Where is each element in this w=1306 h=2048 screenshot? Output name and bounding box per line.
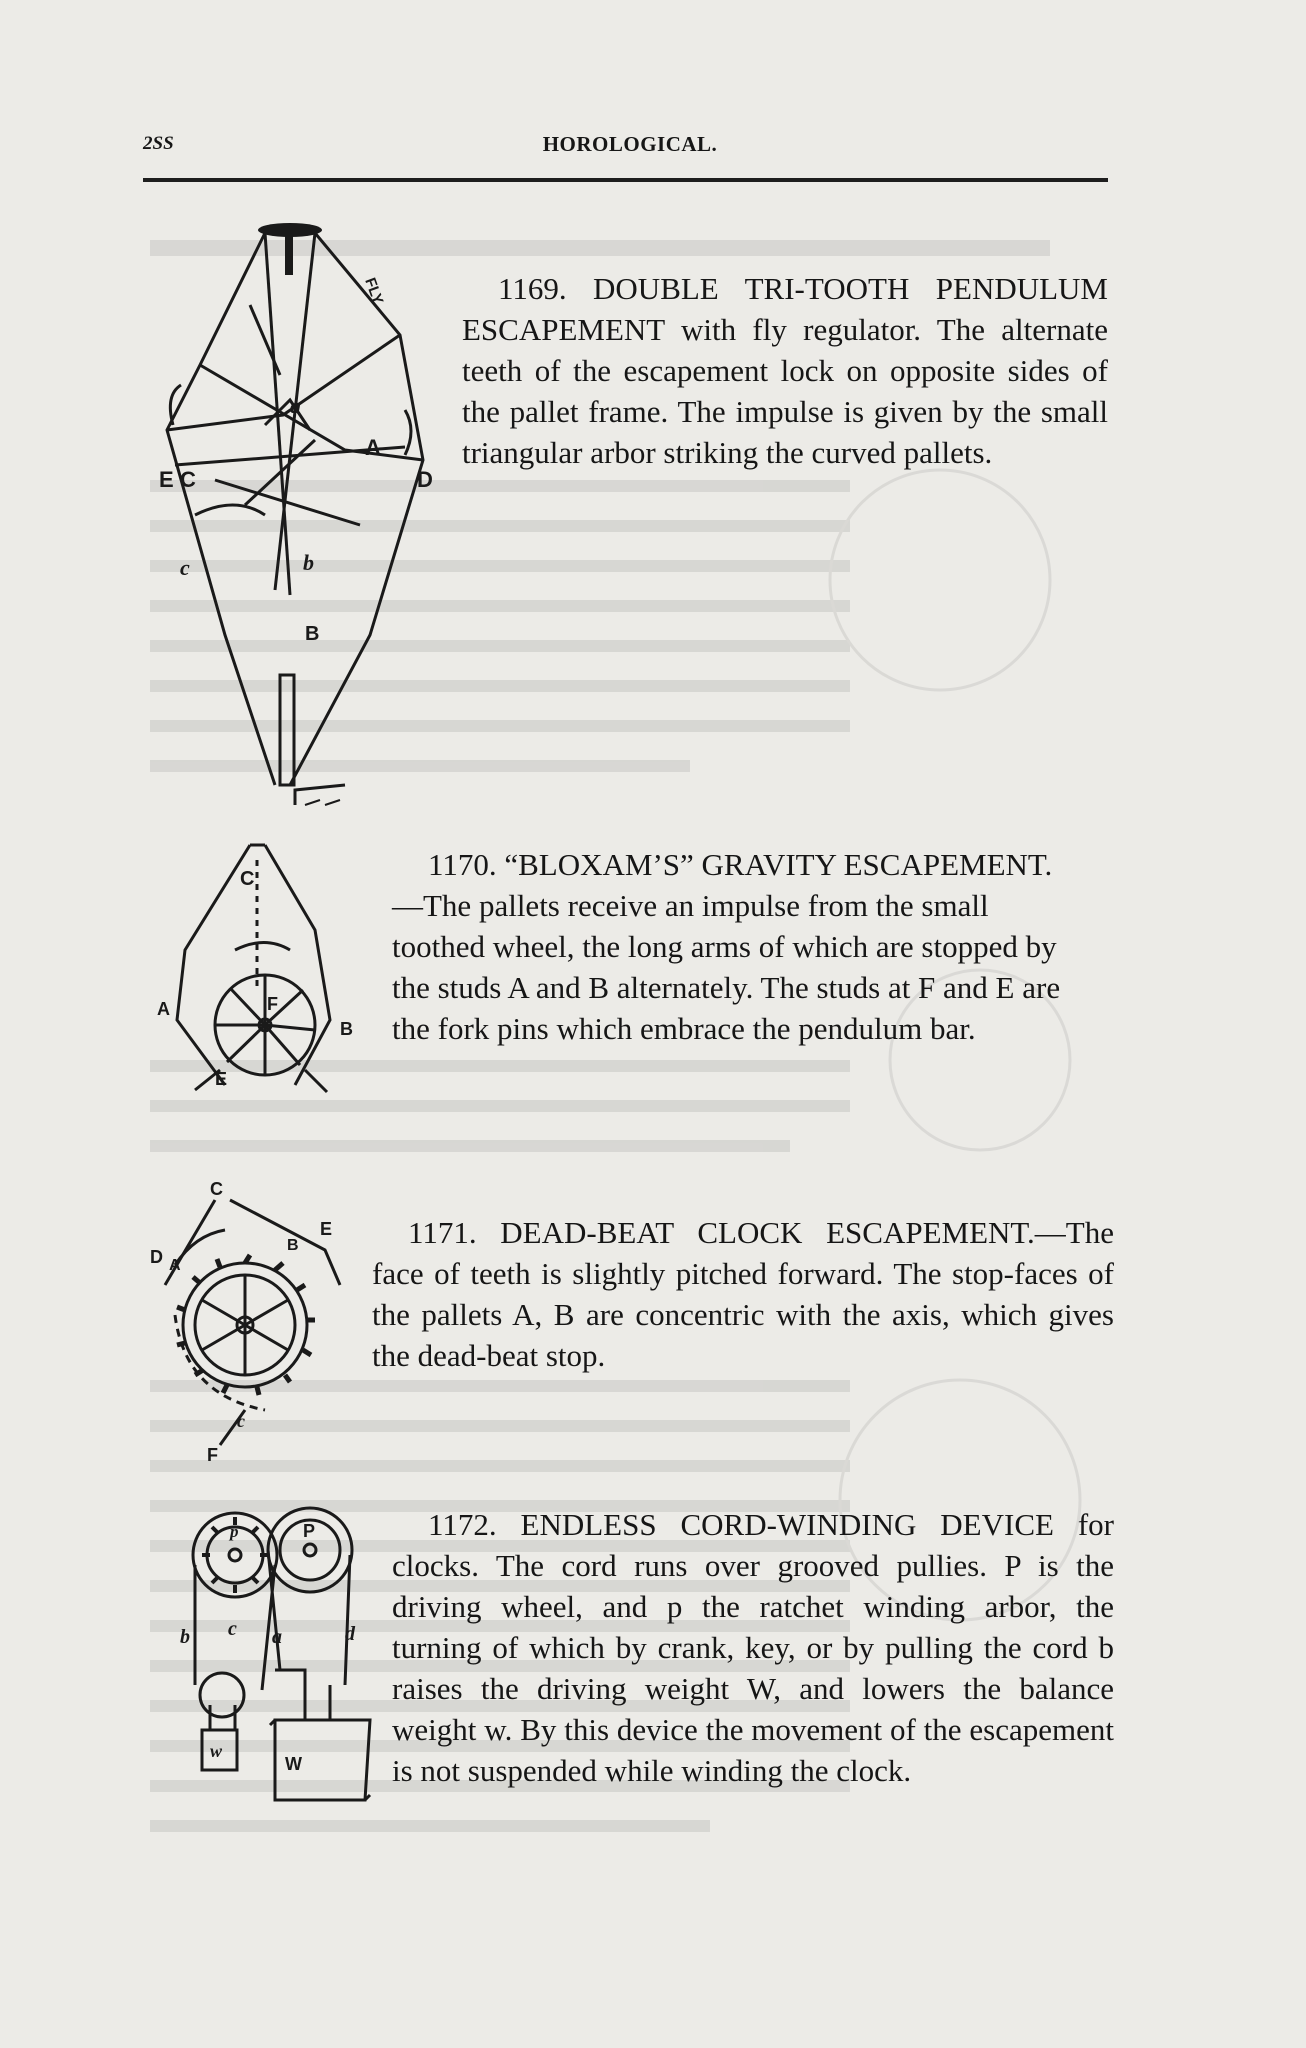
- fig1169-label-b: b: [303, 550, 314, 575]
- running-head: HOROLOGICAL.: [542, 132, 718, 156]
- entry-1169-text: 1169. DOUBLE TRI-TOOTH PENDULUM ESCAPEMENT with fly regulator. The alternate teeth of the escapement lock on opposite sides of the pallet frame. The impulse is given by the small triangular arbor striking the curved pallets.: [462, 271, 1108, 470]
- fig1169-label-E: E: [159, 467, 174, 492]
- entry-1169: [462, 268, 1108, 473]
- fig1169-label-a: a: [290, 393, 301, 418]
- fig1170-label-B: B: [340, 1019, 353, 1039]
- fig1171-label-A: A: [169, 1257, 181, 1274]
- fig1169-label-B: B: [305, 623, 320, 645]
- fig1172-label-P: P: [303, 1521, 316, 1541]
- fig1169-label-fly: FLY: [361, 275, 387, 307]
- fig1172-label-w: w: [210, 1741, 223, 1761]
- fig1170-label-F: F: [267, 994, 278, 1014]
- header-rule: [143, 178, 1108, 182]
- fig1172-label-d: d: [345, 1623, 355, 1645]
- fig1171-label-B: B: [287, 1237, 299, 1254]
- fig1172-label-p: p: [230, 1522, 239, 1541]
- fig1171-label-C: C: [210, 1179, 223, 1199]
- figure-1171-dead-beat-escapement: [145, 1175, 350, 1465]
- fig1169-label-A: A: [365, 435, 381, 460]
- fig1171-label-D: D: [150, 1247, 163, 1267]
- figure-1169-double-tri-tooth-escapement: [155, 215, 433, 810]
- fig1171-label-c: c: [237, 1411, 245, 1431]
- fig1170-label-E: E: [215, 1069, 228, 1089]
- entry-1171: [372, 1212, 1114, 1376]
- fig1172-label-c: c: [228, 1618, 237, 1640]
- fig1172-label-a: a: [272, 1626, 282, 1648]
- fig1169-label-D: D: [417, 467, 433, 492]
- fig1172-label-W: W: [285, 1754, 302, 1774]
- fig1171-label-F: F: [207, 1445, 218, 1465]
- fig1171-label-E: E: [320, 1219, 333, 1239]
- figure-1170-bloxam-gravity-escapement: [155, 840, 365, 1105]
- page-number: 2SS: [143, 133, 174, 154]
- fig1172-label-b: b: [180, 1626, 190, 1648]
- fig1169-label-c: c: [180, 555, 190, 580]
- fig1169-label-C: C: [180, 467, 196, 492]
- entry-1172-text: 1172. ENDLESS CORD-WINDING DEVICE for clocks. The cord runs over grooved pullies. P is the driving wheel, and p the ratchet winding arbor, the turning of which by crank, key, or by pulling the cord b raises the driving weight W, and lowers the balance weight w. By this device the movement of the escapement is not suspended while winding the clock.: [392, 1507, 1114, 1788]
- entry-1172: [392, 1504, 1114, 1791]
- entry-1170: [392, 844, 1064, 1049]
- entry-1170-text: 1170. “BLOXAM’S” GRAVITY ESCAPEMENT.—The pallets receive an impulse from the small toothed wheel, the long arms of which are stopped by the studs A and B alternately. The studs at F and E are the fork pins which embrace the pendulum bar.: [392, 847, 1061, 1046]
- entry-1171-text: 1171. DEAD-BEAT CLOCK ESCAPEMENT.—The face of teeth is slightly pitched forward. The stop-faces of the pallets A, B are concentric with the axis, which gives the dead-beat stop.: [372, 1215, 1114, 1373]
- figure-1172-cord-winding-device: [180, 1495, 370, 1815]
- fig1170-label-A: A: [157, 999, 170, 1019]
- fig1170-label-C: C: [240, 868, 255, 890]
